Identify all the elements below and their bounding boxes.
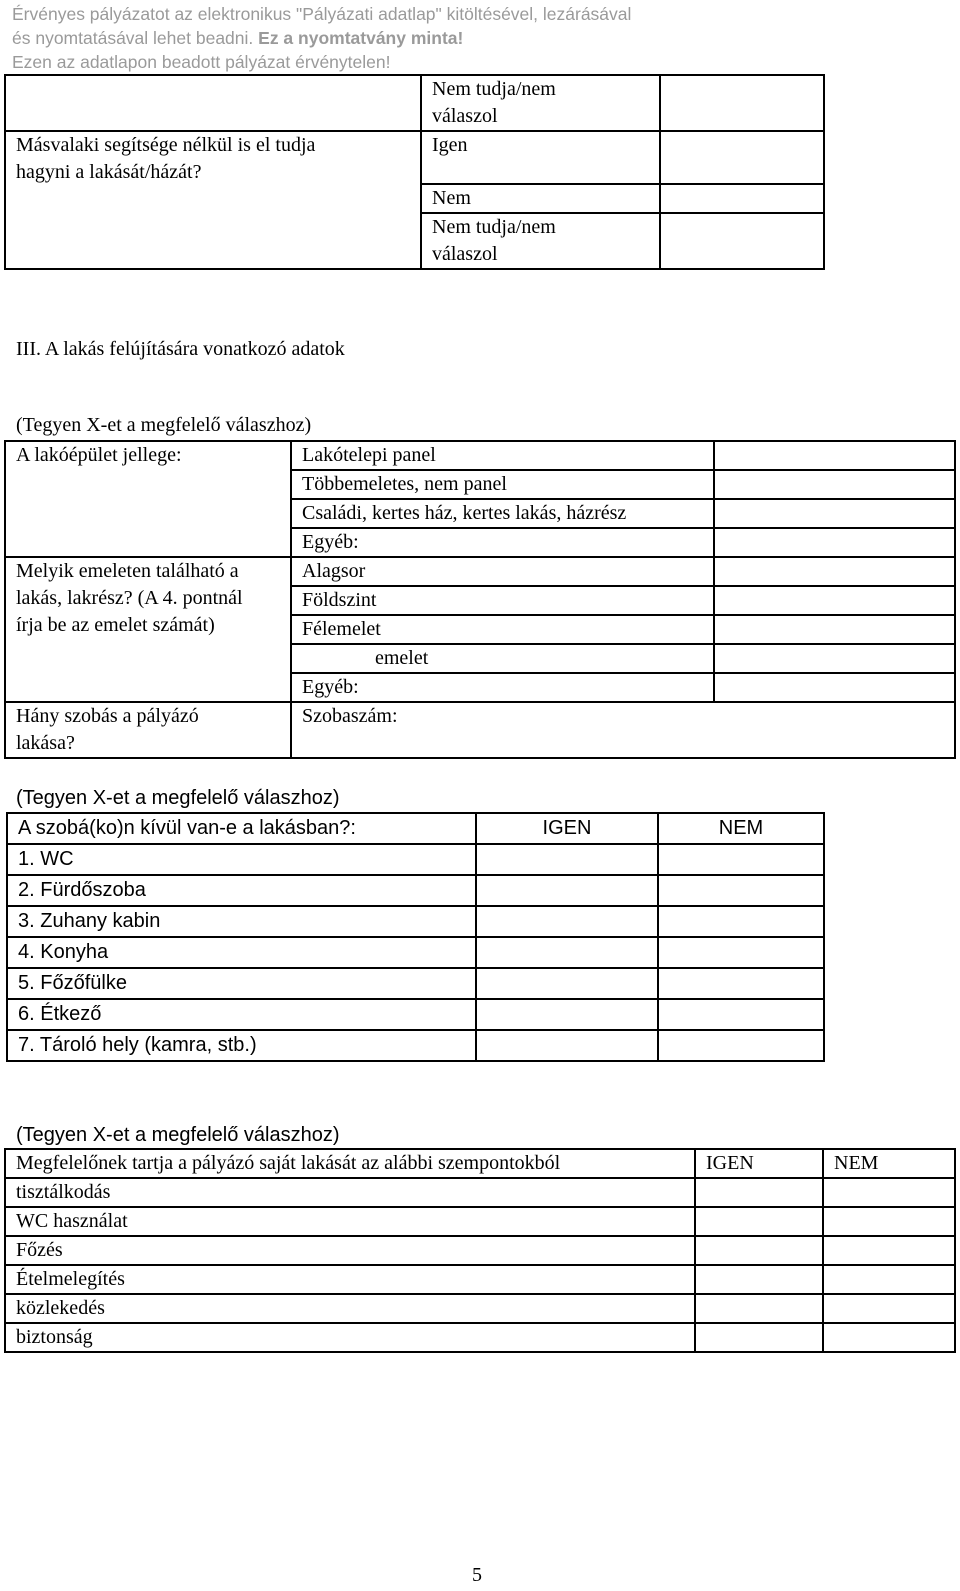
suitability-item: közlekedés <box>5 1294 695 1323</box>
suitability-instruction: (Tegyen X-et a megfelelő válaszhoz) <box>16 1124 340 1146</box>
room-no-mark[interactable] <box>658 937 824 968</box>
option-felemelet-mark[interactable] <box>714 615 955 644</box>
suitability-item: WC használat <box>5 1207 695 1236</box>
room-no-mark[interactable] <box>658 844 824 875</box>
option-egyeb-building: Egyéb: <box>291 528 714 557</box>
option-felemelet: Félemelet <box>291 615 714 644</box>
room-no-mark[interactable] <box>658 1030 824 1061</box>
room-item: 5. Főzőfülke <box>7 968 476 999</box>
suitability-no-mark[interactable] <box>823 1294 955 1323</box>
room-count-field[interactable]: Szobaszám: <box>291 702 955 758</box>
answer-nem-tudja-mark[interactable] <box>660 213 824 269</box>
leave-home-question: Másvalaki segítsége nélkül is el tudja hagyni a lakását/házát? <box>5 131 421 269</box>
suitability-no-mark[interactable] <box>823 1265 955 1294</box>
rooms-instruction: (Tegyen X-et a megfelelő válaszhoz) <box>16 787 340 809</box>
notice-line-1: Érvényes pályázatot az elektronikus "Pályázati adatlap" kitöltésével, lezárásával <box>12 4 632 24</box>
answer-nem-tudja: Nem tudja/nem válaszol <box>421 213 660 269</box>
suitability-yes-mark[interactable] <box>695 1236 823 1265</box>
room-yes-mark[interactable] <box>476 937 658 968</box>
answer-nem: Nem <box>421 184 660 213</box>
room-no-mark[interactable] <box>658 906 824 937</box>
mobility-table <box>4 74 825 270</box>
building-table <box>4 440 956 759</box>
option-egyeb-building-mark[interactable] <box>714 528 955 557</box>
option-tobbemeletes-mark[interactable] <box>714 470 955 499</box>
option-alagsor-mark[interactable] <box>714 557 955 586</box>
rooms-count-question: Hány szobás a pályázó lakása? <box>5 702 291 758</box>
suitability-no-mark[interactable] <box>823 1178 955 1207</box>
option-foldszint: Földszint <box>291 586 714 615</box>
option-lakotelepi: Lakótelepi panel <box>291 441 714 470</box>
prev-question-cell <box>5 75 421 131</box>
answer-igen-mark[interactable] <box>660 131 824 184</box>
room-no-mark[interactable] <box>658 968 824 999</box>
room-item: 1. WC <box>7 844 476 875</box>
room-item: 6. Étkező <box>7 999 476 1030</box>
rooms-no-header: NEM <box>658 813 824 844</box>
answer-nem-mark[interactable] <box>660 184 824 213</box>
suitability-no-mark[interactable] <box>823 1236 955 1265</box>
suitability-table <box>4 1148 956 1353</box>
notice-line-2: és nyomtatásával lehet beadni. Ez a nyomtatvány minta! <box>12 28 464 48</box>
suitability-yes-mark[interactable] <box>695 1323 823 1352</box>
page-number: 5 <box>472 1564 482 1586</box>
option-egyeb-floor: Egyéb: <box>291 673 714 702</box>
suitability-item: Ételmelegítés <box>5 1265 695 1294</box>
rooms-header: A szobá(ko)n kívül van-e a lakásban?: <box>7 813 476 844</box>
option-csaladi: Családi, kertes ház, kertes lakás, házrész <box>291 499 714 528</box>
room-item: 3. Zuhany kabin <box>7 906 476 937</box>
option-lakotelepi-mark[interactable] <box>714 441 955 470</box>
answer-igen: Igen <box>421 131 660 184</box>
suitability-item: Főzés <box>5 1236 695 1265</box>
notice-line-3: Ezen az adatlapon beadott pályázat érvénytelen! <box>12 52 391 72</box>
room-yes-mark[interactable] <box>476 906 658 937</box>
suitability-no-mark[interactable] <box>823 1207 955 1236</box>
rooms-table <box>6 812 825 1062</box>
room-no-mark[interactable] <box>658 999 824 1030</box>
room-yes-mark[interactable] <box>476 844 658 875</box>
room-yes-mark[interactable] <box>476 999 658 1030</box>
invalid-form-notice <box>12 2 712 74</box>
prev-answer-cell: Nem tudja/nem válaszol <box>421 75 660 131</box>
option-egyeb-floor-mark[interactable] <box>714 673 955 702</box>
suitability-header: Megfelelőnek tartja a pályázó saját lakását az alábbi szempontokból <box>5 1149 695 1178</box>
suitability-item: biztonság <box>5 1323 695 1352</box>
option-tobbemeletes: Többemeletes, nem panel <box>291 470 714 499</box>
suitability-no-mark[interactable] <box>823 1323 955 1352</box>
option-alagsor: Alagsor <box>291 557 714 586</box>
room-no-mark[interactable] <box>658 875 824 906</box>
section-3-title: III. A lakás felújítására vonatkozó adatok <box>16 338 345 360</box>
option-csaladi-mark[interactable] <box>714 499 955 528</box>
floor-question: Melyik emeleten található a lakás, lakrész? (A 4. pontnál írja be az emelet számát) <box>5 557 291 702</box>
room-item: 4. Konyha <box>7 937 476 968</box>
section-3-instruction: (Tegyen X-et a megfelelő válaszhoz) <box>16 414 312 436</box>
room-yes-mark[interactable] <box>476 875 658 906</box>
suitability-yes-mark[interactable] <box>695 1178 823 1207</box>
suitability-no-header: NEM <box>823 1149 955 1178</box>
suitability-yes-mark[interactable] <box>695 1294 823 1323</box>
suitability-yes-mark[interactable] <box>695 1265 823 1294</box>
sample-warning: Ez a nyomtatvány minta! <box>258 28 464 48</box>
option-foldszint-mark[interactable] <box>714 586 955 615</box>
prev-answer-mark[interactable] <box>660 75 824 131</box>
room-yes-mark[interactable] <box>476 968 658 999</box>
room-yes-mark[interactable] <box>476 1030 658 1061</box>
option-emelet-mark[interactable] <box>714 644 955 673</box>
option-emelet: emelet <box>291 644 714 673</box>
suitability-yes-mark[interactable] <box>695 1207 823 1236</box>
rooms-yes-header: IGEN <box>476 813 658 844</box>
room-item: 2. Fürdőszoba <box>7 875 476 906</box>
suitability-yes-header: IGEN <box>695 1149 823 1178</box>
room-item: 7. Tároló hely (kamra, stb.) <box>7 1030 476 1061</box>
building-type-question: A lakóépület jellege: <box>5 441 291 557</box>
suitability-item: tisztálkodás <box>5 1178 695 1207</box>
